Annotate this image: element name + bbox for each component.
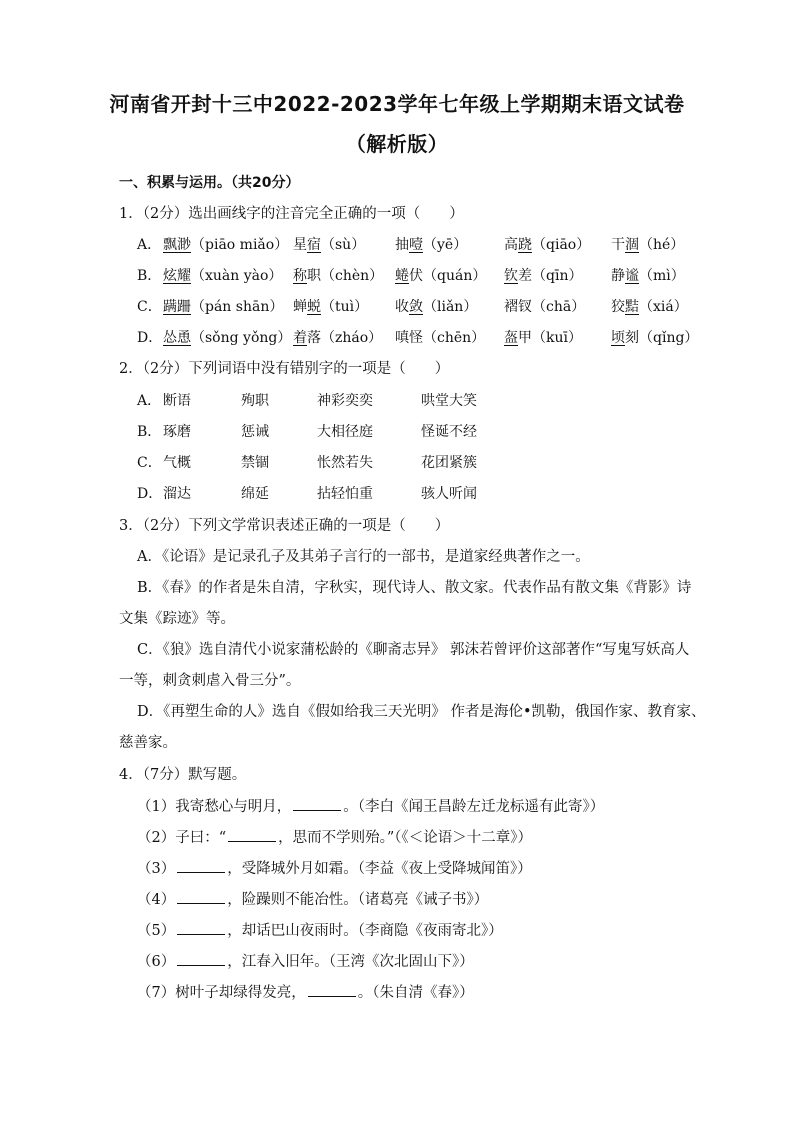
q4-item [137,889,488,910]
answer-blank [308,982,356,997]
item-prefix: 星 [293,237,307,253]
q4-item-suffix: ，思而不学则殆。”（《＜论语＞十二章》） [278,830,533,846]
item-pinyin: 嗔怪（chēn） [395,330,486,346]
q3-option-d-line1: D．《再塑生命的人》选自《假如给我三天光明》 作者是海伦•凯勒，俄国作家、教育家、 [137,704,706,720]
item-prefix: 蝉 [293,299,307,315]
q2-option-word: 气概 [163,455,191,471]
item-pinyin: 甲（kuī） [518,330,582,346]
q2-option-word: 怪诞不经 [421,424,477,440]
q4-item-prefix: （1）我寄愁心与明月， [137,799,292,815]
q1-option-item [395,297,477,317]
underlined-char: 盔 [504,330,518,346]
q3-option-b-line1: B．《春》的作者是朱自清，字秋实，现代诗人、散文家。代表作品有散文集《背影》诗 [137,580,692,596]
q4-item-prefix: （2）子曰：“ [137,830,227,846]
q4-item-prefix: （6） [137,954,176,970]
q2-option-letter: C． [137,455,162,471]
item-pinyin: 伏（quán） [409,268,487,284]
item-pinyin: 职（chèn） [307,268,384,284]
item-pinyin: （tuì） [321,299,369,315]
q1-option-item [504,266,582,286]
q2-stem: 2．（2分）下列词语中没有错别字的一项是（ ） [119,361,450,377]
underlined-char: 着 [293,330,307,346]
item-pinyin: （piāo miǎo） [191,237,289,253]
q1-option-item [395,266,486,286]
q1-stem: 1．（2分）选出画线字的注音完全正确的一项（ ） [119,206,464,222]
underlined-char: 宿 [307,237,321,253]
underlined-char: 顷 [611,330,625,346]
q2-option-word: 琢磨 [163,424,191,440]
q4-item-prefix: （7）树叶子却绿得发亮， [137,985,306,1001]
q2-option-letter: A． [137,393,162,409]
q3-option-c-line1: C．《狼》选自清代小说家蒲松龄的《聊斋志异》 郭沫若曾评价这部著作“写鬼写妖高人 [137,642,690,658]
q1-option-letter: A． [137,237,162,253]
underlined-char: 黠 [625,299,639,315]
q1-option-item [504,297,585,317]
q4-item-prefix: （5） [137,923,176,939]
underlined-char: 称 [293,268,307,284]
q2-option-word: 禁锢 [241,455,269,471]
q1-option-item [611,328,698,348]
item-pinyin: （pán shān） [191,299,284,315]
q1-option-item [293,266,383,286]
item-pinyin: （sǒng yǒng） [191,330,292,346]
q1-option-item [611,297,688,317]
q2-option-word: 绵延 [241,486,269,502]
underlined-char: 炫耀 [163,268,191,284]
q1-option-item [163,297,283,317]
doc-title: 河南省开封十三中2022-2023学年七年级上学期期末语文试卷 [109,92,685,116]
q1-option-item [611,266,685,286]
q1-option-item [163,235,288,255]
section-heading: 一、积累与运用。（共20分） [119,175,300,191]
answer-blank [177,951,225,966]
q4-item [137,827,532,848]
q2-option-word: 断语 [163,393,191,409]
q4-item-suffix: 。（朱自清《春》） [357,985,474,1001]
underlined-char: 飘渺 [163,237,191,253]
q1-option-letter: D． [137,330,163,346]
q2-option-word: 怅然若失 [317,455,373,471]
q4-item [137,920,503,941]
item-prefix: 收 [395,299,409,315]
q4-item [137,951,474,972]
item-pinyin: 褶钗（chā） [504,299,586,315]
underlined-char: 噎 [409,237,423,253]
answer-blank [177,920,225,935]
q4-stem: 4．（7分）默写题。 [119,767,247,783]
item-prefix: 干 [611,237,625,253]
item-pinyin: （xiá） [639,299,688,315]
q1-option-letter: C． [137,299,162,315]
q2-option-word: 拈轻怕重 [317,486,373,502]
q1-option-item [163,328,291,348]
underlined-char: 蜕 [307,299,321,315]
q3-stem: 3．（2分）下列文学常识表述正确的一项是（ ） [119,518,450,534]
q3-option-b-line2: 文集《踪迹》等。 [119,611,235,627]
q4-item-prefix: （3） [137,861,176,877]
q2-option-word: 溜达 [163,486,191,502]
q4-item-suffix: 。（李白《闻王昌龄左迁龙标遥有此寄》） [343,799,605,815]
underlined-char: 跷 [518,237,532,253]
item-pinyin: （sù） [321,237,366,253]
q2-option-word: 惩诫 [241,424,269,440]
q4-item-suffix: ，险躁则不能冶性。（诸葛亮《诫子书》） [227,892,489,908]
q4-item-suffix: ，却话巴山夜雨时。（李商隐《夜雨寄北》） [227,923,503,939]
q4-item-prefix: （4） [137,892,176,908]
q4-item-suffix: ，江春入旧年。（王湾《次北固山下》） [227,954,474,970]
q2-option-word: 神彩奕奕 [317,393,373,409]
q1-option-item [395,328,485,348]
answer-blank [228,827,276,842]
item-prefix: 高 [504,237,518,253]
q1-option-item [504,235,590,255]
underlined-char: 蜷 [395,268,409,284]
q1-option-item [293,297,368,317]
q4-item-suffix: ，受降城外月如霜。（李益《夜上受降城闻笛》） [227,861,532,877]
q2-option-word: 大相径庭 [317,424,373,440]
answer-blank [177,889,225,904]
underlined-char: 涸 [625,237,639,253]
q2-option-letter: B． [137,424,162,440]
item-prefix: 抽 [395,237,409,253]
item-pinyin: 刻（qǐng） [625,330,699,346]
q2-option-word: 殉职 [241,393,269,409]
q1-option-item [293,328,382,348]
underlined-char: 怂恿 [163,330,191,346]
q1-option-item [504,328,582,348]
answer-blank [177,858,225,873]
item-prefix: 静 [611,268,625,284]
item-pinyin: （hé） [639,237,685,253]
q3-option-d-line2: 慈善家。 [119,735,177,751]
q2-option-letter: D． [137,486,163,502]
item-pinyin: 落（zháo） [307,330,383,346]
q4-item [137,796,604,817]
q1-option-item [293,235,365,255]
q3-option-a: A．《论语》是记录孔子及其弟子言行的一部书，是道家经典著作之一。 [137,549,590,565]
underlined-char: 敛 [409,299,423,315]
item-pinyin: （qiāo） [532,237,591,253]
underlined-char: 蹒跚 [163,299,191,315]
item-prefix: 狡 [611,299,625,315]
underlined-char: 谧 [625,268,639,284]
q2-option-word: 骇人听闻 [421,486,477,502]
q4-item [137,982,474,1003]
doc-subtitle: （解析版） [345,132,449,156]
q3-option-c-line2: 一等，刺贪刺虐入骨三分”。 [119,673,301,689]
q1-option-item [611,235,684,255]
item-pinyin: （liǎn） [423,299,478,315]
underlined-char: 钦 [504,268,518,284]
q4-item [137,858,532,879]
q2-option-word: 花团紧簇 [421,455,477,471]
q1-option-item [395,235,467,255]
item-pinyin: （xuàn yào） [191,268,283,284]
q1-option-letter: B． [137,268,162,284]
q2-option-word: 哄堂大笑 [421,393,477,409]
q1-option-item [163,266,282,286]
item-pinyin: 差（qīn） [518,268,583,284]
item-pinyin: （mì） [639,268,685,284]
answer-blank [293,796,341,811]
item-pinyin: （yē） [423,237,468,253]
